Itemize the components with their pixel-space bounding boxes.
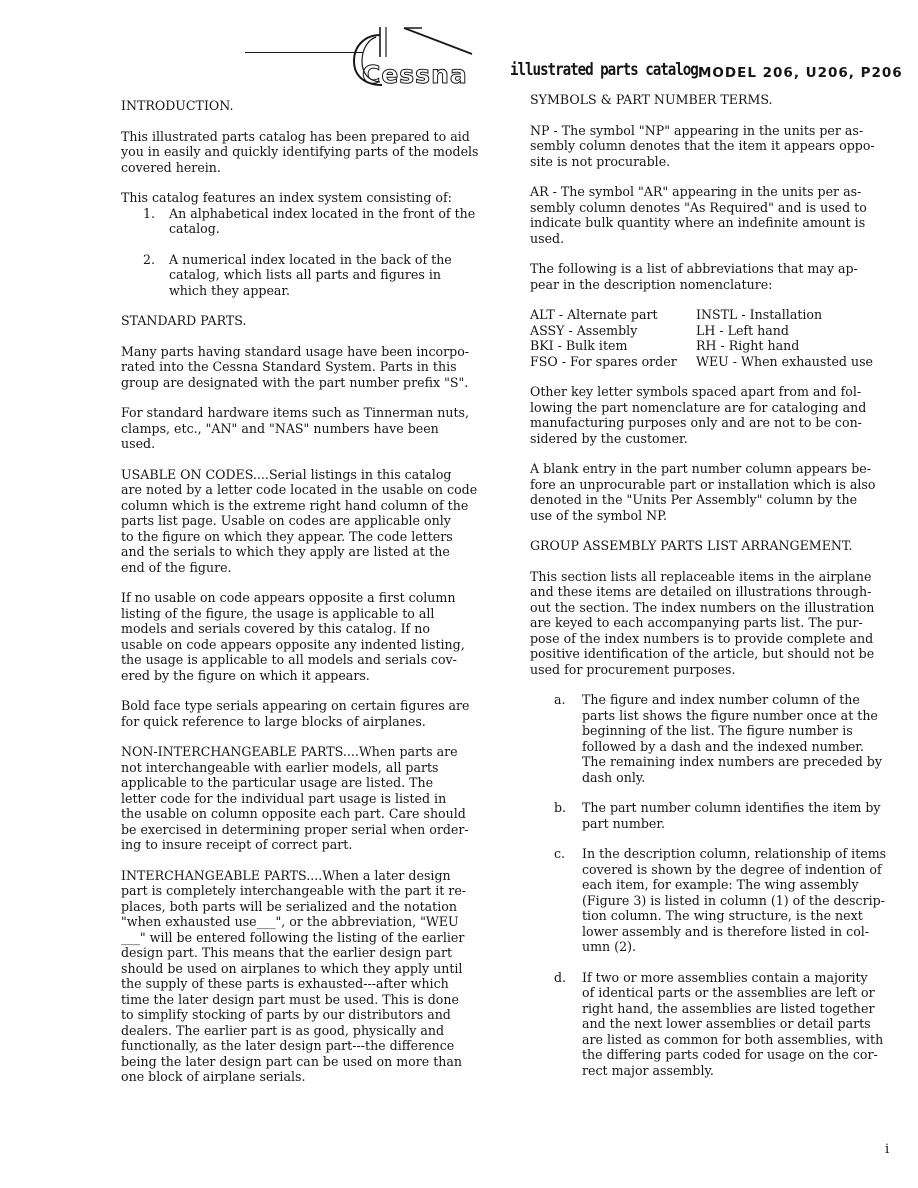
group-item-label: d. [554,969,567,985]
group-item-text: The part number column identifies the item by part number. [582,800,881,831]
left-column [121,98,487,1085]
intro-paragraph: This illustrated parts catalog has been prepared to aid you in easily and quickly identifying parts of the models covered herein. [121,128,479,175]
abbreviations-table [530,307,892,369]
standard-parts-paragraph: Many parts having standard usage have been incorpo- rated into the Cessna Standard System. Parts in this group are designated with the part number prefix "S". [121,343,470,390]
group-item [530,970,892,1079]
group-item-label: a. [554,692,566,707]
abbreviation-entry: WEU - When exhausted use [696,353,873,369]
catalog-title: illustrated parts catalog [510,60,698,79]
index-item-label: 2. [143,251,156,267]
index-item-text: An alphabetical index located in the front of the catalog. [169,205,476,236]
non-interchangeable-paragraph: NON-INTERCHANGEABLE PARTS....When parts are not interchangeable with earlier models, all parts applicable to the particular usage are listed. The letter code for the individual part usage is listed in the usable on column opposite each part. Care should be exercised in determining proper serial when order- ing to insure receipt of correct part. [121,744,469,852]
abbreviation-entry: FSO - For spares order [530,353,677,369]
right-column [530,92,892,1078]
model-line: MODEL 206, U206, P206 [698,65,903,81]
cessna-logo [340,17,495,89]
group-item [530,846,892,955]
key-letter-paragraph: Other key letter symbols spaced apart from and fol- lowing the part nomenclature are for cataloging and manufacturing purposes only and are not to be con- sidered by the customer. [530,384,867,446]
group-item-label: c. [554,846,566,861]
page-number: i [885,1142,890,1157]
standard-parts-heading: STANDARD PARTS. [121,313,247,328]
group-item-text: If two or more assemblies contain a majority of identical parts or the assemblies are left or right hand, the assemblies are listed together and the next lower assemblies or detail parts are listed as common for both assemblies, with the differing parts coded for usage on the cor- rect major assembly. [582,969,884,1078]
index-item [121,252,487,299]
no-usable-code-paragraph: If no usable on code appears opposite a first column listing of the figure, the usage is applicable to all models and serials covered by this catalog. If no usable on code appears opposite any indented listing, the usage is applicable to all models and serials cov- ered by the figure on which it appears. [121,590,465,683]
index-item-text: A numerical index located in the back of the catalog, which lists all parts and figures in which they appear. [169,251,452,298]
group-item [530,800,892,831]
abbreviation-entry: ASSY - Assembly [530,322,638,338]
index-item [121,206,487,237]
group-item [530,692,892,785]
group-item-label: b. [554,800,567,815]
group-item-text: In the description column, relationship of items covered is shown by the degree of indention of each item, for example: The wing assembly (Figure 3) is listed in column (1) of the descrip- tion column. The wing structure, is the next lower assembly and is therefore listed in col- umn (2). [582,846,887,954]
interchangeable-paragraph: INTERCHANGEABLE PARTS....When a later design part is completely interchangeable with the part it re- places, both parts will be serialized and the notation "when exhausted use___", or the abbreviation, "WEU ___" will be entered following the listing of the earlier design part. This means that the earlier design part should be used on airplanes to which they apply until the supply of these parts is exhausted---after which time the later design part must be used. This is done to simplify stocking of parts by our distributors and dealers. The earlier part is as good, physically and functionally, as the later design part---the difference being the later design part can be used on more than one block of airplane serials. [121,867,467,1084]
ar-paragraph: AR - The symbol "AR" appearing in the units per as- sembly column denotes "As Required" and is used to indicate bulk quantity where an indefinite amount is used. [530,184,867,246]
abbreviation-entry: LH - Left hand [696,322,789,338]
abbreviation-entry: BKI - Bulk item [530,338,628,353]
abbreviation-entry: ALT - Alternate part [530,307,658,322]
symbols-heading: SYMBOLS & PART NUMBER TERMS. [530,92,773,107]
abbreviation-entry: INSTL - Installation [696,307,823,322]
bold-face-paragraph: Bold face type serials appearing on certain figures are for quick reference to large blocks of airplanes. [121,698,470,729]
np-paragraph: NP - The symbol "NP" appearing in the units per as- sembly column denotes that the item it appears oppo- site is not procurable. [530,122,875,169]
logo-text: Cessna [362,60,468,89]
abbreviations-intro: The following is a list of abbreviations that may ap- pear in the description nomenclature: [530,261,858,292]
group-item-text: The figure and index number column of the parts list shows the figure number once at the beginning of the list. The figure number is followed by a dash and the indexed number. The remaining index numbers are preceded by dash only. [582,692,882,785]
index-item-label: 1. [143,205,156,221]
abbreviation-entry: RH - Right hand [696,338,800,353]
index-intro: This catalog features an index system consisting of: [121,190,452,205]
intro-heading: INTRODUCTION. [121,98,234,113]
blank-entry-paragraph: A blank entry in the part number column appears be- fore an unprocurable part or installation which is also denoted in the "Units Per Assembly" column by the use of the symbol NP. [530,461,876,523]
usable-on-codes-paragraph: USABLE ON CODES....Serial listings in this catalog are noted by a letter code located in the usable on code column which is the extreme right hand column of the parts list page. Usable on codes are applicable only to the figure on which they appear. The code letters and the serials to which they apply are listed at the end of the figure. [121,466,478,575]
hardware-paragraph: For standard hardware items such as Tinnerman nuts, clamps, etc., "AN" and "NAS" numbers have been used. [121,405,470,451]
group-assembly-paragraph: This section lists all replaceable items in the airplane and these items are detailed on illustrations through- out the section. The index numbers on the illustration are keyed to each accompanying parts list. The pur- pose of the index numbers is to provide complete and positive identification of the article, but should not be used for procurement purposes. [530,568,875,677]
group-assembly-heading: GROUP ASSEMBLY PARTS LIST ARRANGEMENT. [530,538,853,553]
